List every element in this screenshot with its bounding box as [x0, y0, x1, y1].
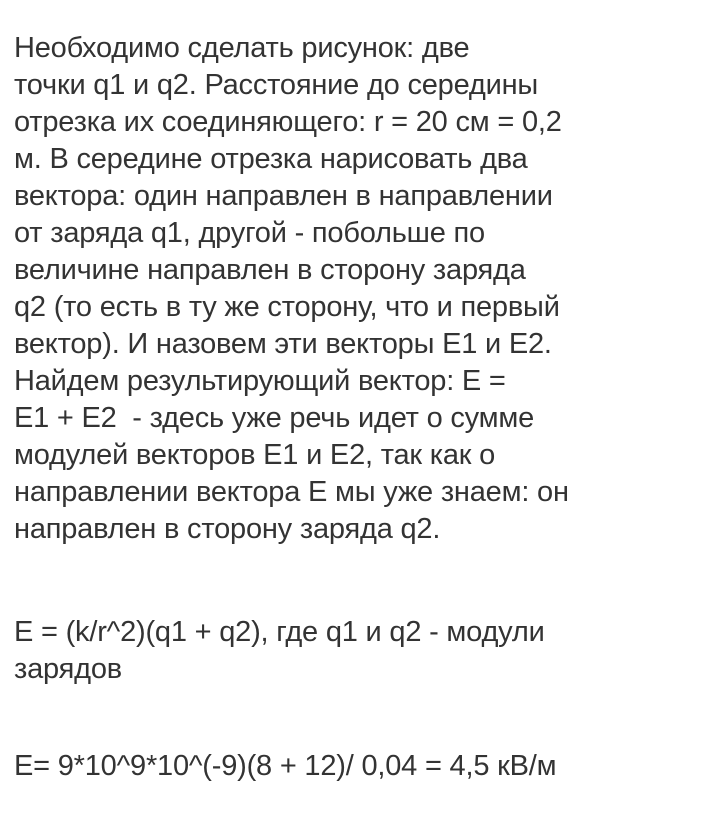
text-line: q2 (то есть в ту же сторону, что и первый	[14, 291, 560, 323]
text-line: направлении вектора E мы уже знаем: он	[14, 476, 569, 508]
text-line: Необходимо сделать рисунок: две	[14, 32, 470, 64]
text-line: модулей векторов E1 и E2, так как о	[14, 439, 496, 471]
text-line: направлен в сторону заряда q2.	[14, 513, 441, 545]
text-line: от заряда q1, другой - побольше по	[14, 217, 485, 249]
text-line: точки q1 и q2. Расстояние до середины	[14, 69, 539, 101]
formula-line: зарядов	[14, 653, 122, 685]
calculation-line: E= 9*10^9*10^(-9)(8 + 12)/ 0,04 = 4,5 кВ/м	[14, 750, 557, 782]
text-line: Найдем результирующий вектор: E =	[14, 365, 506, 397]
text-line: величине направлен в сторону заряда	[14, 254, 526, 286]
text-line: вектор). И назовем эти векторы E1 и E2.	[14, 328, 552, 360]
text-line: отрезка их соединяющего: r = 20 см = 0,2	[14, 106, 562, 138]
text-line: E1 + E2 - здесь уже речь идет о сумме	[14, 402, 535, 434]
answer-text	[14, 0, 700, 821]
formula-line: E = (k/r^2)(q1 + q2), где q1 и q2 - модули	[14, 616, 545, 648]
text-line: м. В середине отрезка нарисовать два	[14, 143, 528, 175]
text-line: вектора: один направлен в направлении	[14, 180, 553, 212]
